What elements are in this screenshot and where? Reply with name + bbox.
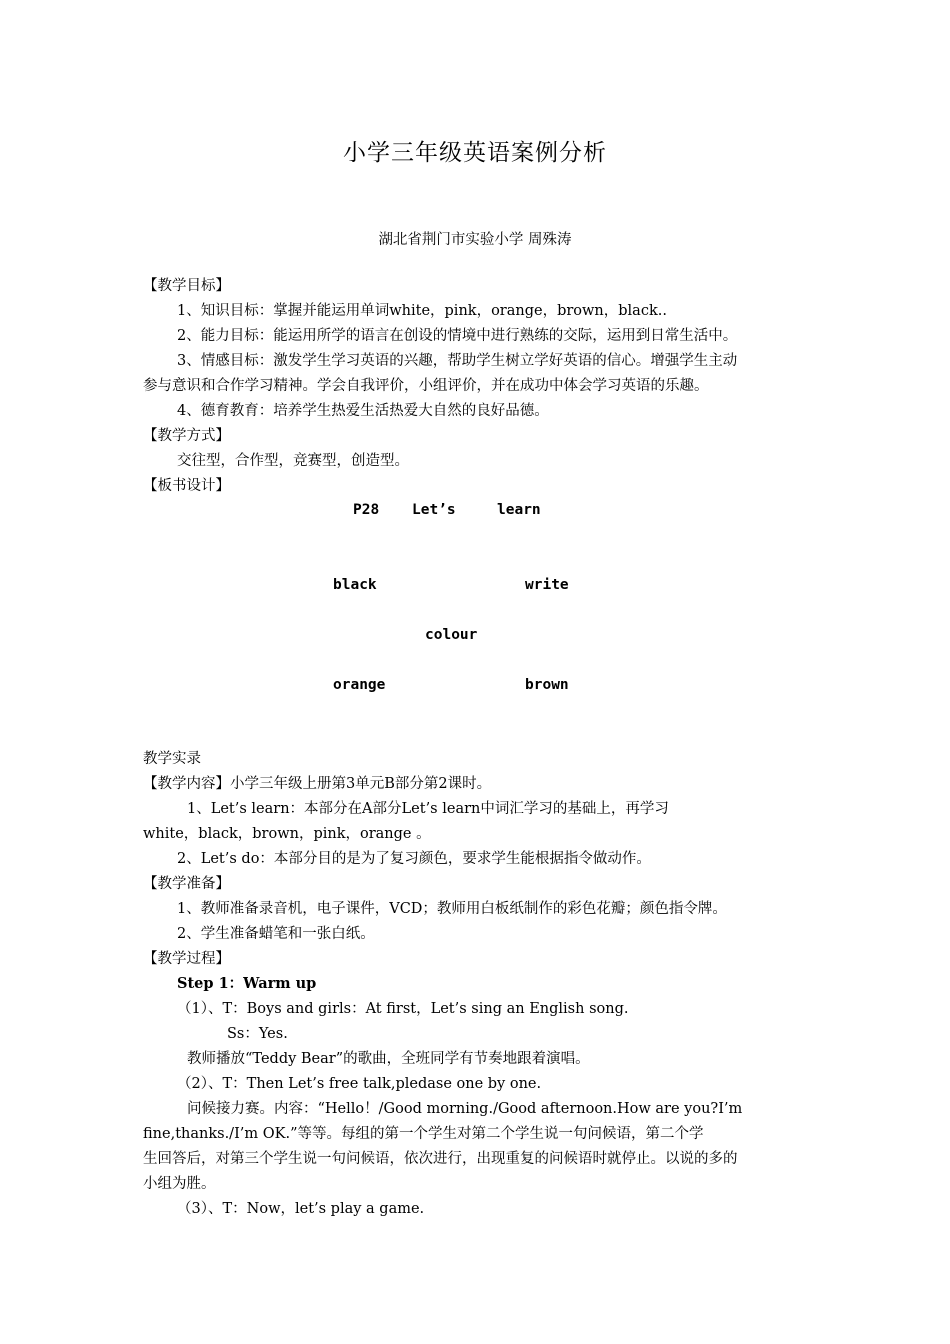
board-word-colour: colour — [425, 627, 478, 643]
record-heading: 教学实录 — [143, 751, 201, 767]
content-item1-line2: white，black，brown，pink，orange 。 — [143, 826, 431, 842]
section-heading-goals: 【教学目标】 — [143, 278, 230, 294]
process-item1-note: 教师播放“Teddy Bear”的歌曲，全班同学有节奏地跟着演唱。 — [187, 1051, 590, 1067]
section-heading-content: 【教学内容】小学三年级上册第3单元B部分第2课时。 — [143, 776, 492, 792]
process-item2-line3: 生回答后，对第三个学生说一句问候语，依次进行，出现重复的问候语时就停止。以说的多的 — [143, 1151, 738, 1167]
content-item2: 2、Let’s do：本部分目的是为了复习颜色，要求学生能根据指令做动作。 — [177, 851, 651, 867]
goal-emotion-line2: 参与意识和合作学习精神。学会自我评价，小组评价，并在成功中体会学习英语的乐趣。 — [143, 378, 709, 394]
process-item2-line1: 问候接力赛。内容：“Hello！/Good morning./Good afternoon.How are you?I’m — [187, 1101, 743, 1117]
board-word-write: write — [525, 577, 569, 593]
process-item2: （2）、T：Then Let’s free talk,pledase one by one. — [177, 1076, 542, 1092]
process-item1: （1）、T：Boys and girls：At first，Let’s sing an English song. — [177, 1001, 629, 1017]
step1-heading: Step 1：Warm up — [177, 975, 317, 992]
prep-item1: 1、教师准备录音机，电子课件，VCD；教师用白板纸制作的彩色花瓣；颜色指令牌。 — [177, 901, 727, 917]
board-lets: Let’s — [412, 502, 456, 518]
goal-moral: 4、德育教育：培养学生热爱生活热爱大自然的良好品德。 — [177, 403, 549, 419]
process-item1-reply: Ss：Yes. — [227, 1026, 288, 1042]
process-item3: （3）、T：Now，let’s play a game. — [177, 1201, 425, 1217]
board-learn: learn — [497, 502, 541, 518]
goal-knowledge: 1、知识目标：掌握并能运用单词white，pink，orange，brown，black.. — [177, 303, 667, 319]
section-heading-prep: 【教学准备】 — [143, 876, 230, 892]
board-word-brown: brown — [525, 677, 569, 693]
method-text: 交往型，合作型，竞赛型，创造型。 — [177, 453, 409, 469]
board-word-black: black — [333, 577, 377, 593]
section-heading-board: 【板书设计】 — [143, 478, 230, 494]
goal-ability: 2、能力目标：能运用所学的语言在创设的情境中进行熟练的交际，运用到日常生活中。 — [177, 328, 738, 344]
prep-item2: 2、学生准备蜡笔和一张白纸。 — [177, 926, 375, 942]
document-title: 小学三年级英语案例分析 — [343, 140, 607, 166]
board-word-orange: orange — [333, 677, 386, 693]
board-page-number: P28 — [353, 502, 380, 518]
process-item2-line4: 小组为胜。 — [143, 1176, 216, 1192]
process-item2-line2: fine,thanks./I’m OK.”等等。每组的第一个学生对第二个学生说一句问候语，第二个学 — [143, 1126, 704, 1142]
section-heading-method: 【教学方式】 — [143, 428, 230, 444]
author-line: 湖北省荆门市实验小学 周殊涛 — [378, 232, 572, 248]
content-item1-line1: 1、Let’s learn：本部分在A部分Let’s learn中词汇学习的基础上，再学习 — [187, 801, 669, 817]
goal-emotion-line1: 3、情感目标：激发学生学习英语的兴趣，帮助学生树立学好英语的信心。增强学生主动 — [177, 353, 738, 369]
section-heading-process: 【教学过程】 — [143, 951, 230, 967]
